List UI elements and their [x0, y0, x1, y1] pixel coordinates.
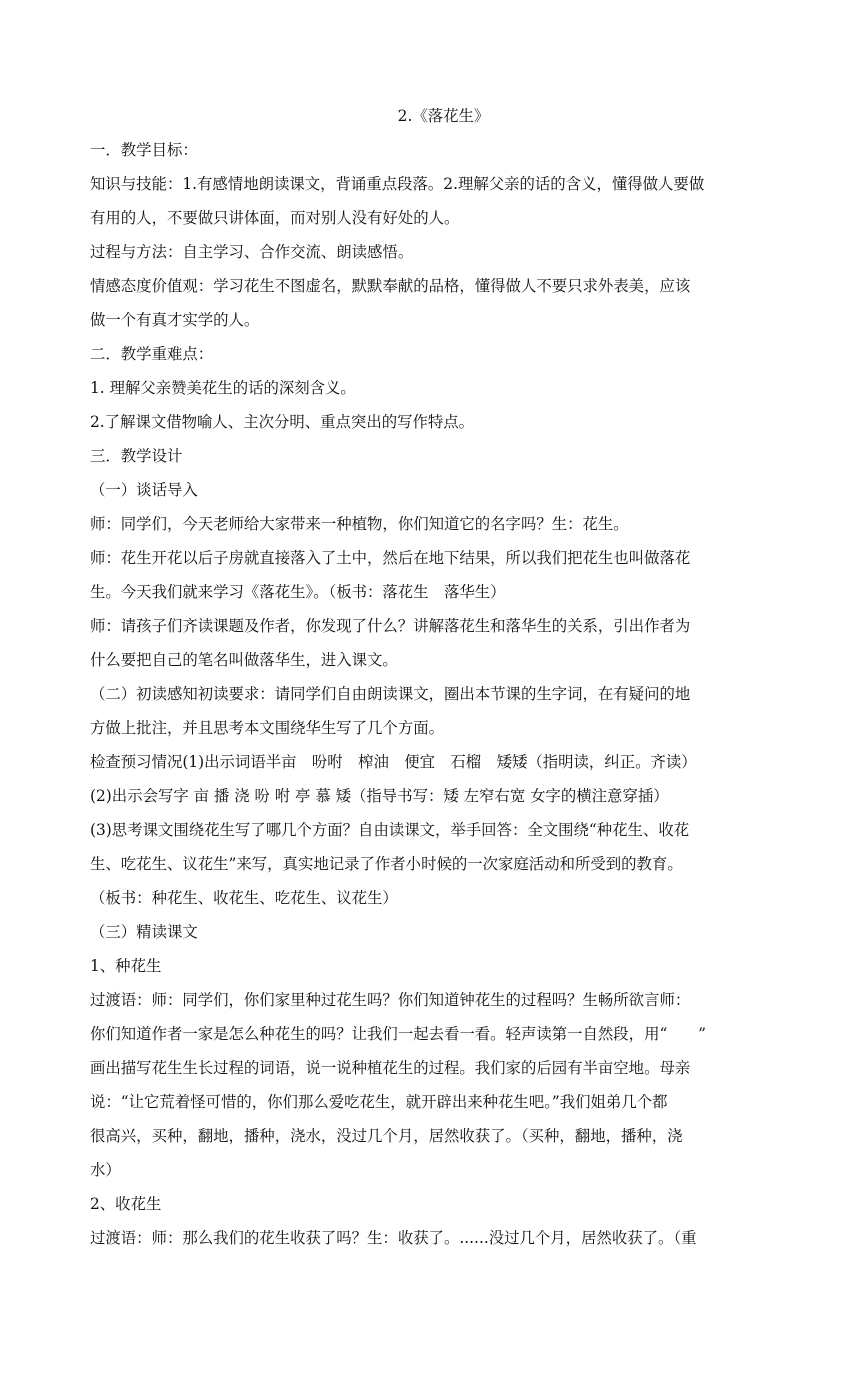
document-body [90, 99, 767, 1255]
document-title: 2.《落花生》 [397, 107, 490, 125]
text-line: 二．教学重难点： [90, 345, 214, 363]
document-text [90, 133, 767, 1255]
text-line: 三．教学设计 [90, 447, 183, 465]
text-line: 过渡语：师：那么我们的花生收获了吗？生：收获了。......没过几个月，居然收获了。（重 [90, 1229, 697, 1247]
text-line: 过程与方法：自主学习、合作交流、朗读感悟。 [90, 243, 414, 261]
text-line: 画出描写花生生长过程的词语，说一说种植花生的过程。我们家的后园有半亩空地。母亲 [90, 1059, 691, 1077]
text-line: 1. 理解父亲赞美花生的话的深刻含义。 [90, 379, 356, 397]
text-line: 知识与技能：1.有感情地朗读课文，背诵重点段落。2.理解父亲的话的含义，懂得做人要做 [90, 175, 705, 193]
text-line: （板书：种花生、收花生、吃花生、议花生） [90, 889, 398, 907]
text-line: 情感态度价值观：学习花生不图虚名，默默奉献的品格，懂得做人不要只求外表美，应该 [90, 277, 691, 295]
text-line: (2)出示会写字 亩 播 浇 吩 咐 亭 慕 矮（指导书写：矮 左窄右宽 女字的横注意穿插） [90, 787, 669, 805]
text-line: （一）谈话导入 [90, 481, 198, 499]
text-line: 师：花生开花以后子房就直接落入了土中，然后在地下结果，所以我们把花生也叫做落花 [90, 549, 691, 567]
text-line: 很高兴，买种，翻地，播种，浇水，没过几个月，居然收获了。（买种，翻地，播种，浇 [90, 1127, 683, 1145]
text-line: 你们知道作者一家是怎么种花生的吗？让我们一起去看一看。轻声读第一自然段，用“ ” [90, 1025, 706, 1043]
text-line: 1、种花生 [90, 957, 162, 975]
text-line: 什么要把自己的笔名叫做落华生，进入课文。 [90, 651, 398, 669]
text-line: （二）初读感知初读要求：请同学们自由朗读课文，圈出本节课的生字词，在有疑问的地 [90, 685, 691, 703]
text-line: 生。今天我们就来学习《落花生》。（板书：落花生 落华生） [90, 583, 506, 601]
text-line: 过渡语：师：同学们，你们家里种过花生吗？你们知道钟花生的过程吗？生畅所欲言师： [90, 991, 691, 1009]
text-line: 师：请孩子们齐读课题及作者，你发现了什么？讲解落花生和落华生的关系，引出作者为 [90, 617, 691, 635]
text-line: 说：“让它荒着怪可惜的，你们那么爱吃花生，就开辟出来种花生吧。”我们姐弟几个都 [90, 1093, 668, 1111]
text-line: 2.了解课文借物喻人、主次分明、重点突出的写作特点。 [90, 413, 475, 431]
text-line: 师：同学们，今天老师给大家带来一种植物，你们知道它的名字吗？生：花生。 [90, 515, 629, 533]
text-line: （三）精读课文 [90, 923, 198, 941]
text-line: (3)思考课文围绕花生写了哪几个方面？自由读课文，举手回答：全文围绕“种花生、收花 [90, 821, 690, 839]
text-line: 有用的人，不要做只讲体面，而对别人没有好处的人。 [90, 209, 460, 227]
text-line: 方做上批注，并且思考本文围绕华生写了几个方面。 [90, 719, 444, 737]
text-line: 检查预习情况(1)出示词语半亩 吩咐 榨油 便宜 石榴 矮矮（指明读，纠正。齐读） [90, 753, 697, 771]
text-line: 2、收花生 [90, 1195, 162, 1213]
text-line: 生、吃花生、议花生”来写，真实地记录了作者小时候的一次家庭活动和所受到的教育。 [90, 855, 683, 873]
text-line: 水） [90, 1161, 121, 1179]
text-line: 做一个有真才实学的人。 [90, 311, 260, 329]
text-line: 一．教学目标： [90, 141, 198, 159]
